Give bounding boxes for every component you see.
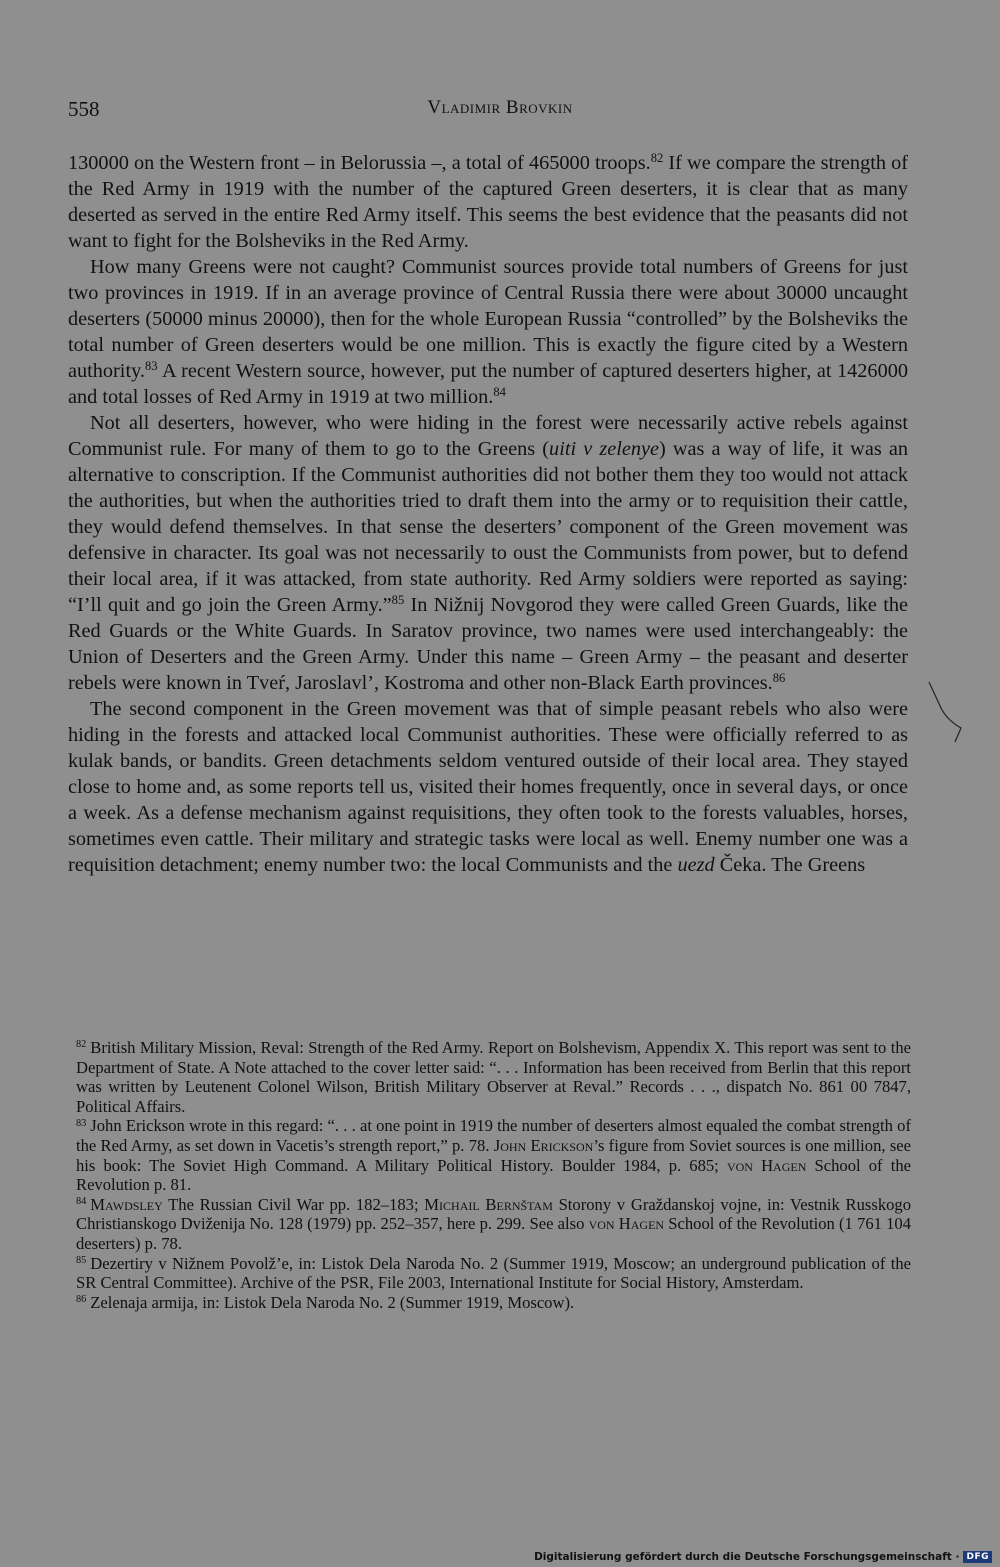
paragraph-text: A recent Western source, however, put the number of captured deserters higher, at 1426000 and total losses of Red Army in 1919 at two million. — [68, 360, 908, 408]
footnote-text: School of the Revolution (1 761 104 deserters) p. 78. — [76, 1214, 911, 1253]
italic-term: uezd — [677, 854, 715, 876]
author-name: John Erickson — [493, 1135, 594, 1155]
footnotes — [76, 1038, 911, 1312]
footnote-ref-85[interactable]: 85 — [391, 593, 405, 608]
footnote-ref-86[interactable]: 86 — [772, 671, 786, 686]
footnote-83 — [76, 1116, 911, 1194]
author-name: von Hagen — [726, 1155, 807, 1175]
footnote-number: 86 — [76, 1294, 87, 1306]
footnote-ref-82[interactable]: 82 — [650, 151, 664, 166]
footnote-ref-84[interactable]: 84 — [493, 385, 506, 400]
paragraph-2 — [68, 254, 908, 410]
footnote-number: 85 — [76, 1254, 87, 1266]
footnote-text: Dezertiry v Nižnem Povolž’e, in: Listok Dela Naroda No. 2 (Summer 1919, Moscow; an underground publication of the SR Central Committee). Archive of the PSR, File 2003, International Institute for Social History, Amsterdam. — [76, 1253, 911, 1293]
author-name: Michail Bernštam — [424, 1194, 553, 1214]
footnote-text: The Russian Civil War pp. 182–183; — [162, 1194, 425, 1214]
footnote-number: 84 — [76, 1196, 87, 1208]
footnote-84 — [76, 1195, 911, 1254]
paragraph-text: In Nižnij Novgorod they were called Green Guards, like the Red Guards or the White Guards. In Saratov province, two names were used interchangeably: the Union of Deserters and the Green Army. Under this name – Green Army – the peasant and deserter rebels were known in Tveŕ, Jaroslavl’, Kostroma and other non-Black Earth provinces. — [68, 594, 908, 694]
paragraph-3 — [68, 410, 908, 696]
footnote-number: 83 — [76, 1117, 87, 1129]
italic-term: uiti v zelenye — [549, 438, 660, 460]
footnote-ref-83[interactable]: 83 — [144, 359, 158, 374]
footnote-85 — [76, 1254, 911, 1293]
paragraph-text: The second component in the Green movement was that of simple peasant rebels who also were hiding in the forests and attacked local Communist authorities. These were officially referred to as kulak bands, or bandits. Green detachments seldom ventured outside of their local area. They stayed close to home and, as some reports tell us, visited their homes frequently, once in several days, or once a week. As a defense mechanism against requisitions, they often took to the forests valuables, horses, sometimes even cattle. Their military and strategic tasks were local as well. Enemy number one was a requisition detachment; enemy number two: the local Communists and the — [68, 698, 908, 876]
paragraph-text: Not all deserters, however, who were hiding in the forest were necessarily active rebels against Communist rule. For many of them to go to the Greens ( — [68, 412, 908, 460]
paragraph-text: How many Greens were not caught? Communist sources provide total numbers of Greens for just two provinces in 1919. If in an average province of Central Russia there were about 30000 uncaught deserters (50000 minus 20000), then for the whole European Russia “controlled” by the Bolsheviks the total number of Green deserters would be one million. This is exactly the figure cited by a Western authority. — [68, 256, 908, 382]
footnote-text: ’s figure from Soviet sources is one million, see his book: The Soviet High Command. A Military Political History. Boulder 1984, p. 685; — [76, 1135, 912, 1175]
page-number: 558 — [68, 97, 100, 121]
footnote-text: John Erickson wrote in this regard: “. . . at one point in 1919 the number of deserters almost equaled the combat strength of the Red Army, as set down in Vacetis’s strength report,” p. 78. — [76, 1116, 911, 1155]
paragraph-text: If we compare the strength of the Red Army in 1919 with the number of the captured Green deserters, it is clear that as many deserted as served in the entire Red Army itself. This seems the best evidence that the peasants did not want to fight for the Bolsheviks in the Red Army. — [68, 152, 908, 252]
running-head: Vladimir Brovkin — [427, 97, 573, 118]
footnote-86 — [76, 1293, 911, 1313]
body-text — [68, 150, 908, 878]
paragraph-4 — [68, 696, 908, 878]
footnote-number: 82 — [76, 1039, 87, 1051]
author-name: von Hagen — [588, 1214, 665, 1234]
paragraph-1 — [68, 150, 908, 254]
paragraph-text: 130000 on the Western front – in Belorussia –, a total of 465000 troops. — [68, 152, 651, 174]
margin-bracket-mark — [925, 680, 965, 750]
paragraph-text: Čeka. The Greens — [714, 854, 866, 876]
footnote-text: Storony v Graždanskoj vojne, in: Vestnik Russkogo Christianskogo Dviženija No. 128 (1979) pp. 252–357, here p. 299. See also — [76, 1194, 912, 1234]
footnote-82 — [76, 1038, 911, 1116]
paragraph-text: ) was a way of life, it was an alternative to conscription. If the Communist authorities did not bother them they too would not attack the authorities, but when the authorities tried to draft them into the army or to requisition their cattle, they would defend themselves. In that sense the deserters’ component of the Green movement was defensive in character. Its goal was not necessarily to oust the Communists from power, but to defend their local area, if it was attacked, from state authority. Red Army soldiers were reported as saying: “I’ll quit and go join the Green Army.” — [68, 438, 908, 616]
credit-text: Digitalisierung gefördert durch die Deutsche Forschungsgemeinschaft · — [534, 1551, 960, 1563]
dfg-logo[interactable]: DFG — [963, 1551, 992, 1563]
digitization-credit — [534, 1551, 992, 1563]
footnote-text: School of the Revolution p. 81. — [76, 1155, 911, 1195]
footnote-text: Zelenaja armija, in: Listok Dela Naroda No. 2 (Summer 1919, Moscow). — [90, 1292, 575, 1312]
footnote-text: British Military Mission, Reval: Strength of the Red Army. Report on Bolshevism, Appendix X. This report was sent to the Department of State. A Note attached to the cover letter said: “. . . Information has been received from Berlin that this report was written by Leutenent Colonel Wilson, British Military Observer at Reval.” Records . . ., dispatch No. 861 00 7847, Political Affairs. — [76, 1038, 911, 1116]
author-name: Mawdsley — [90, 1194, 163, 1214]
